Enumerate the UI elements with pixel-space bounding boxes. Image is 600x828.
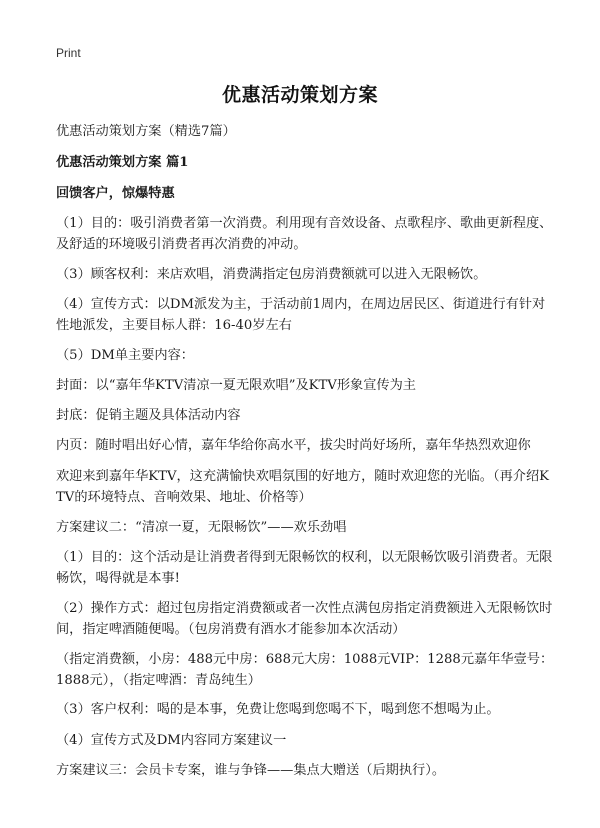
paragraph-client-rights: （3）客户权利：喝的是本事，免费让您喝到您喝不下，喝到您不想喝为止。 [56,702,500,717]
paragraph-purpose: （1）目的：吸引消费者第一次消费。利用现有音效设备、点歌程序、歌曲更新程度、及舒适的环境吸引消费者再次消费的冲动。 [56,216,553,252]
section-heading: 优惠活动策划方案 篇1 [56,155,189,170]
paragraph-plan-two: 方案建议二：“清凉一夏，无限畅饮”——欢乐劲唱 [56,520,347,535]
paragraph-customer-rights: （3）顾客权利：来店欢唱，消费满指定包房消费额就可以进入无限畅饮。 [56,267,487,282]
paragraph-welcome: 欢迎来到嘉年华KTV，这充满愉快欢唱氛围的好地方，随时欢迎您的光临。（再介绍KTV的环境特点、音响效果、地址、价格等） [56,469,549,505]
paragraph-back-cover: 封底：促销主题及具体活动内容 [56,408,241,423]
paragraph-plan-two-purpose: （1）目的：这个活动是让消费者得到无限畅饮的权利，以无限畅饮吸引消费者。无限畅饮，喝得就是本事! [56,550,553,586]
document-title: 优惠活动策划方案 [221,84,378,106]
theme-heading: 回馈客户，惊爆特惠 [56,186,175,201]
paragraph-spend-levels: （指定消费额，小房：488元中房：688元大房：1088元VIP：1288元嘉年华壹号：1888元），（指定啤酒：青岛纯生） [56,652,554,688]
paragraph-dm-content: （5）DM单主要内容： [56,348,194,363]
paragraph-plan-three: 方案建议三：会员卡专案，谁与争锋——集点大赠送（后期执行）。 [56,763,446,778]
paragraph-promotion-same: （4）宣传方式及DM内容同方案建议一 [56,733,287,748]
paragraph-operation: （2）操作方式：超过包房指定消费额或者一次性点满包房指定消费额进入无限畅饮时间，指定啤酒随便喝。（包房消费有酒水才能参加本次活动） [56,601,553,637]
paragraph-cover: 封面：以“嘉年华KTV清凉一夏无限欢唱”及KTV形象宣传为主 [56,378,416,393]
document-subtitle: 优惠活动策划方案（精选7篇） [56,124,236,139]
print-label[interactable]: Print [56,46,81,60]
paragraph-promotion-method: （4）宣传方式：以DM派发为主，于活动前1周内，在周边居民区、街道进行有针对性地派发，主要目标人群：16-40岁左右 [56,297,546,333]
paragraph-inner-page: 内页：随时唱出好心情，嘉年华给你高水平，拔尖时尚好场所，嘉年华热烈欢迎你 [56,438,531,453]
